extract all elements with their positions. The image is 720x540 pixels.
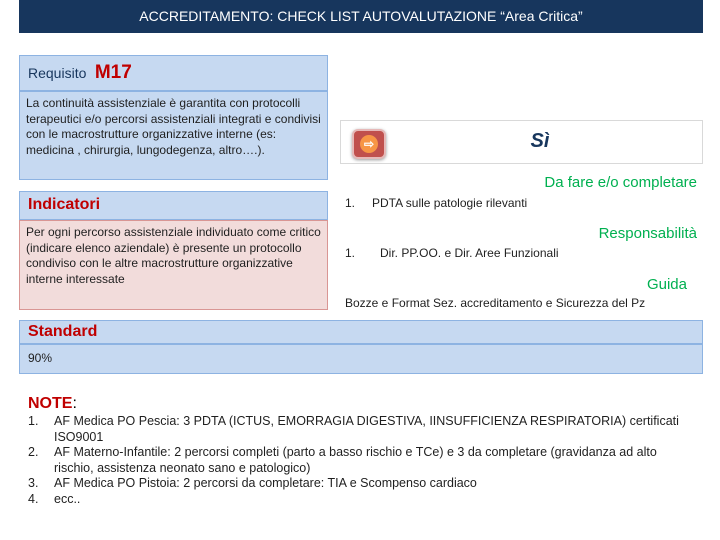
requisito-text: La continuità assistenziale è garantita con protocolli terapeutici e/o percorsi assistenziali integrati e condivisi con le macrostrutture organizzative interne (es: medicina , chirurgia, lungodegenza, altro….). — [19, 91, 328, 180]
note-number: 3. — [28, 476, 39, 491]
da-fare-item-num: 1. — [345, 196, 356, 210]
da-fare-title: Da fare e/o completare — [544, 174, 697, 191]
list-item — [28, 445, 698, 476]
responsabilita-item-num: 1. — [345, 246, 356, 260]
note-text: ecc.. — [54, 491, 81, 506]
answer-label: Sì — [530, 130, 550, 152]
indicatori-text: Per ogni percorso assistenziale individuato come critico (indicare elenco aziendale) è presente un protocollo condiviso con le altre macrostrutture organizzative interne interessate — [19, 220, 328, 310]
indicatori-title: Indicatori — [19, 191, 328, 220]
note-text: AF Medica PO Pistoia: 2 percorsi da completare: TIA e Scompenso cardiaco — [54, 476, 477, 491]
notes-title — [28, 395, 77, 413]
answer-button[interactable] — [352, 129, 386, 159]
guida-text: Bozze e Format Sez. accreditamento e Sicurezza del Pz — [345, 296, 646, 310]
notes-title-text: NOTE — [28, 395, 73, 412]
notes-title-colon: : — [72, 395, 77, 412]
note-number: 2. — [28, 445, 39, 460]
note-text: AF Materno-Infantile: 2 percorsi completi (parto a basso rischio e TCe) e 3 da completare (gravidanza ad alto rischio, assistenza neonato sano e patologico) — [54, 445, 657, 475]
list-item — [28, 476, 698, 492]
page-title: ACCREDITAMENTO: CHECK LIST AUTOVALUTAZIONE “Area Critica” — [19, 0, 703, 33]
requisito-header — [19, 55, 328, 91]
note-number: 4. — [28, 491, 39, 506]
note-number: 1. — [28, 414, 39, 428]
guida-title: Guida — [646, 276, 687, 293]
responsabilita-title: Responsabilità — [598, 225, 697, 242]
da-fare-item-text: PDTA sulle patologie rilevanti — [372, 196, 528, 210]
notes-list — [28, 414, 698, 508]
standard-title: Standard — [19, 320, 703, 344]
arrow-right-icon: ⇨ — [360, 135, 378, 153]
responsabilita-item-text: Dir. PP.OO. e Dir. Aree Funzionali — [380, 246, 559, 260]
list-item — [28, 414, 698, 445]
list-item — [28, 492, 698, 508]
requisito-code: M17 — [94, 62, 132, 83]
note-text: AF Medica PO Pescia: 3 PDTA (ICTUS, EMORRAGIA DIGESTIVA, IINSUFFICIENZA RESPIRATORIA) certificati ISO9001 — [54, 414, 679, 444]
standard-value: 90% — [19, 344, 703, 374]
requisito-label: Requisito — [28, 65, 87, 81]
